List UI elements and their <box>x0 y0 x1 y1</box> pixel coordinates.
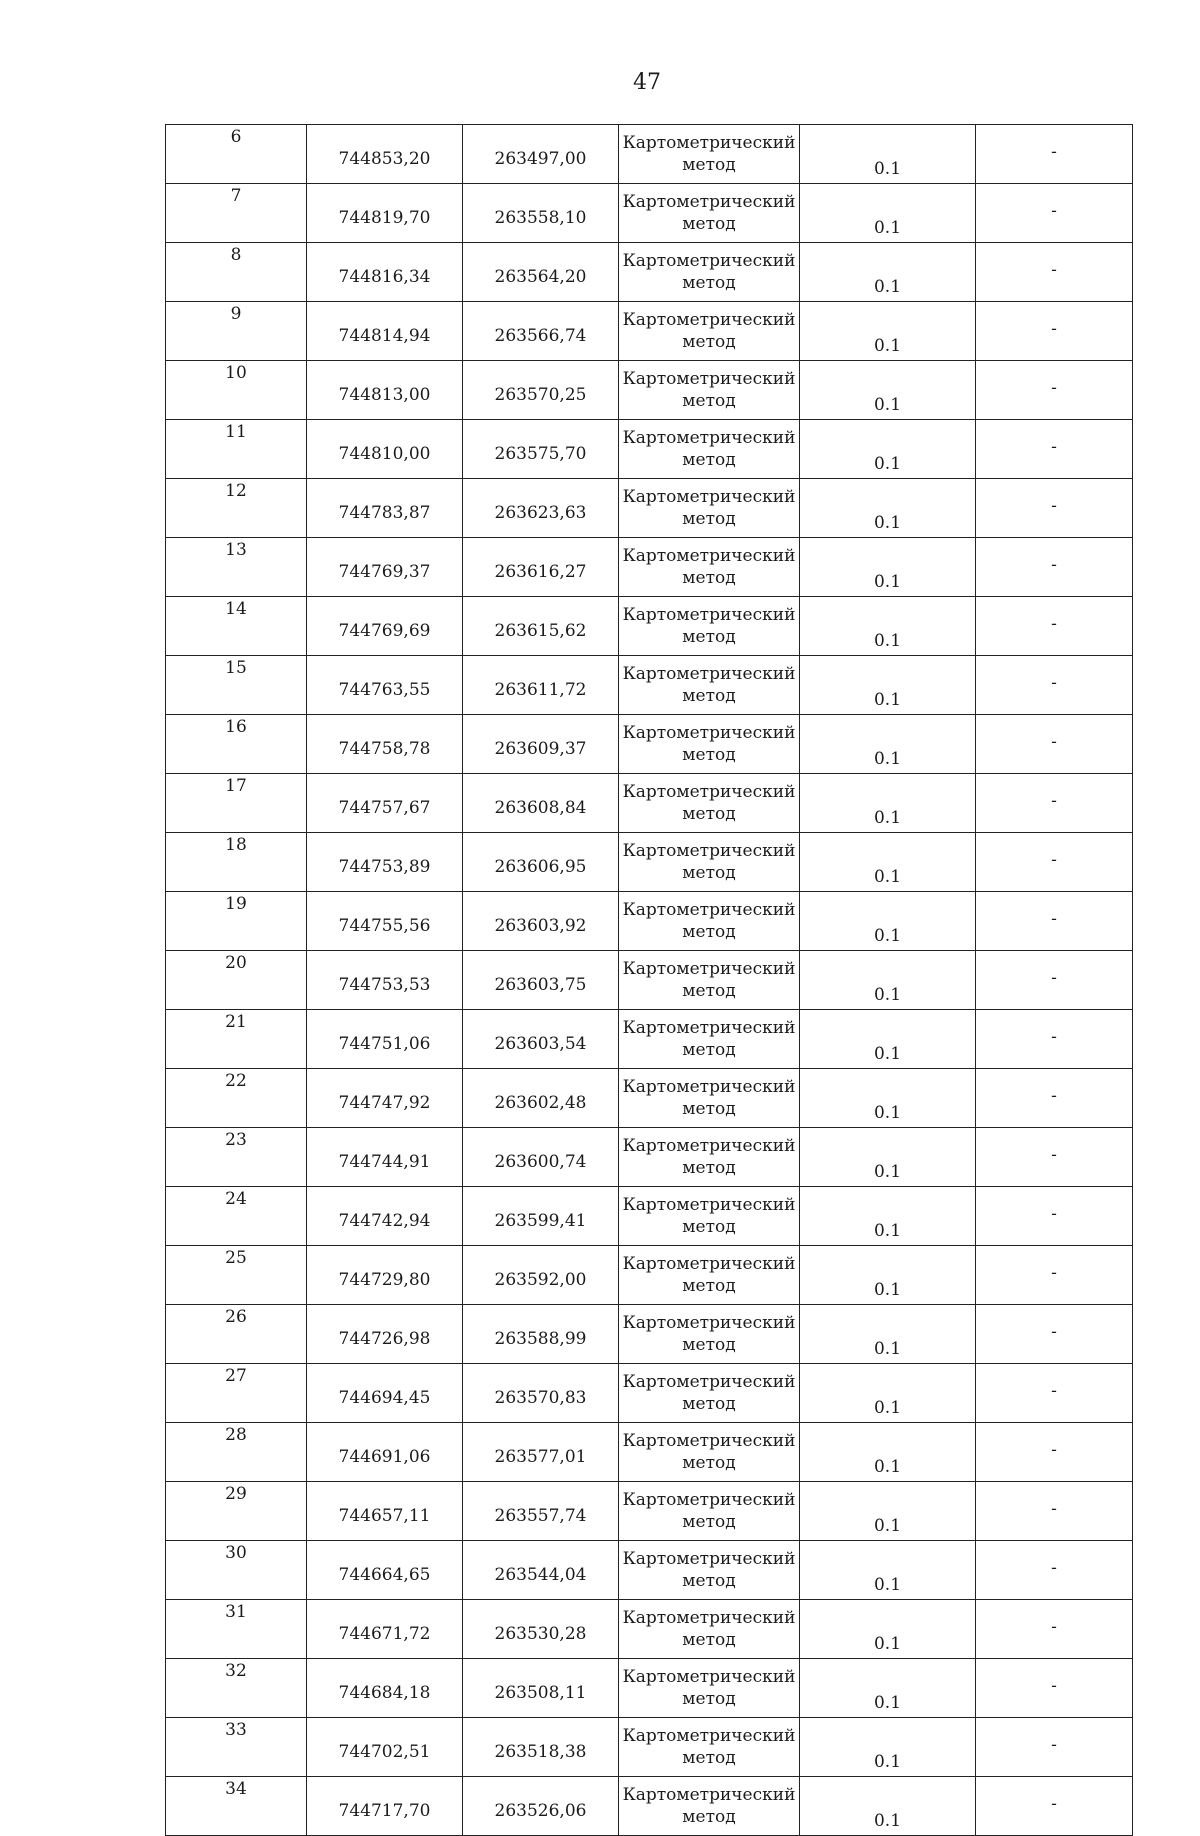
x-coordinate-cell: 744747,92 <box>307 1069 463 1128</box>
method-line-2: метод <box>682 509 736 529</box>
method-cell <box>619 1246 800 1305</box>
method-line-1: Картометрический <box>622 1195 796 1215</box>
point-number-cell: 32 <box>166 1659 307 1718</box>
method-line-1: Картометрический <box>622 723 796 743</box>
x-coordinate-cell: 744853,20 <box>307 125 463 184</box>
coordinates-table-body <box>166 125 1133 1836</box>
point-number-cell: 7 <box>166 184 307 243</box>
method-cell <box>619 1659 800 1718</box>
point-number-cell: 17 <box>166 774 307 833</box>
method-line-2: метод <box>682 1748 736 1768</box>
method-cell <box>619 1482 800 1541</box>
method-line-1: Картометрический <box>622 664 796 684</box>
method-line-1: Картометрический <box>622 1667 796 1687</box>
description-cell: - <box>976 479 1133 538</box>
point-number-cell: 29 <box>166 1482 307 1541</box>
y-coordinate-cell: 263602,48 <box>463 1069 619 1128</box>
y-coordinate-cell: 263557,74 <box>463 1482 619 1541</box>
point-number-cell: 6 <box>166 125 307 184</box>
accuracy-cell: 0.1 <box>800 479 976 538</box>
point-number-cell: 24 <box>166 1187 307 1246</box>
y-coordinate-cell: 263616,27 <box>463 538 619 597</box>
method-cell <box>619 1010 800 1069</box>
method-cell <box>619 1187 800 1246</box>
table-row <box>166 1010 1133 1069</box>
table-row <box>166 1305 1133 1364</box>
y-coordinate-cell: 263600,74 <box>463 1128 619 1187</box>
description-cell: - <box>976 1541 1133 1600</box>
method-cell <box>619 302 800 361</box>
description-cell: - <box>976 184 1133 243</box>
description-cell: - <box>976 538 1133 597</box>
x-coordinate-cell: 744717,70 <box>307 1777 463 1836</box>
table-row <box>166 125 1133 184</box>
table-row <box>166 302 1133 361</box>
table-row <box>166 833 1133 892</box>
table-row <box>166 656 1133 715</box>
method-line-1: Картометрический <box>622 428 796 448</box>
description-cell: - <box>976 1305 1133 1364</box>
y-coordinate-cell: 263526,06 <box>463 1777 619 1836</box>
description-cell: - <box>976 420 1133 479</box>
accuracy-cell: 0.1 <box>800 184 976 243</box>
method-cell <box>619 243 800 302</box>
x-coordinate-cell: 744814,94 <box>307 302 463 361</box>
table-row <box>166 1364 1133 1423</box>
accuracy-cell: 0.1 <box>800 1777 976 1836</box>
description-cell: - <box>976 1364 1133 1423</box>
x-coordinate-cell: 744819,70 <box>307 184 463 243</box>
accuracy-cell: 0.1 <box>800 656 976 715</box>
y-coordinate-cell: 263615,62 <box>463 597 619 656</box>
y-coordinate-cell: 263566,74 <box>463 302 619 361</box>
method-line-1: Картометрический <box>622 1018 796 1038</box>
x-coordinate-cell: 744657,11 <box>307 1482 463 1541</box>
method-line-2: метод <box>682 1394 736 1414</box>
method-cell <box>619 774 800 833</box>
method-cell <box>619 1364 800 1423</box>
method-cell <box>619 125 800 184</box>
x-coordinate-cell: 744671,72 <box>307 1600 463 1659</box>
method-line-1: Картометрический <box>622 1077 796 1097</box>
point-number-cell: 18 <box>166 833 307 892</box>
y-coordinate-cell: 263609,37 <box>463 715 619 774</box>
y-coordinate-cell: 263603,75 <box>463 951 619 1010</box>
description-cell: - <box>976 892 1133 951</box>
point-number-cell: 15 <box>166 656 307 715</box>
y-coordinate-cell: 263570,25 <box>463 361 619 420</box>
method-line-1: Картометрический <box>622 1313 796 1333</box>
method-line-2: метод <box>682 568 736 588</box>
y-coordinate-cell: 263530,28 <box>463 1600 619 1659</box>
method-line-2: метод <box>682 1571 736 1591</box>
method-line-1: Картометрический <box>622 959 796 979</box>
description-cell: - <box>976 1010 1133 1069</box>
x-coordinate-cell: 744742,94 <box>307 1187 463 1246</box>
method-line-2: метод <box>682 155 736 175</box>
point-number-cell: 14 <box>166 597 307 656</box>
method-line-1: Картометрический <box>622 1726 796 1746</box>
x-coordinate-cell: 744744,91 <box>307 1128 463 1187</box>
accuracy-cell: 0.1 <box>800 1541 976 1600</box>
accuracy-cell: 0.1 <box>800 125 976 184</box>
accuracy-cell: 0.1 <box>800 1246 976 1305</box>
method-cell <box>619 597 800 656</box>
method-cell <box>619 538 800 597</box>
method-line-2: метод <box>682 1689 736 1709</box>
method-line-1: Картометрический <box>622 487 796 507</box>
table-row <box>166 892 1133 951</box>
method-line-2: метод <box>682 391 736 411</box>
x-coordinate-cell: 744751,06 <box>307 1010 463 1069</box>
point-number-cell: 16 <box>166 715 307 774</box>
accuracy-cell: 0.1 <box>800 420 976 479</box>
method-line-2: метод <box>682 1276 736 1296</box>
method-cell <box>619 656 800 715</box>
table-row <box>166 184 1133 243</box>
method-cell <box>619 951 800 1010</box>
point-number-cell: 22 <box>166 1069 307 1128</box>
table-row <box>166 1423 1133 1482</box>
method-cell <box>619 1541 800 1600</box>
method-line-2: метод <box>682 1807 736 1827</box>
method-line-1: Картометрический <box>622 1608 796 1628</box>
method-line-1: Картометрический <box>622 1372 796 1392</box>
accuracy-cell: 0.1 <box>800 951 976 1010</box>
x-coordinate-cell: 744783,87 <box>307 479 463 538</box>
y-coordinate-cell: 263611,72 <box>463 656 619 715</box>
description-cell: - <box>976 1482 1133 1541</box>
method-line-1: Картометрический <box>622 841 796 861</box>
method-line-1: Картометрический <box>622 782 796 802</box>
point-number-cell: 30 <box>166 1541 307 1600</box>
description-cell: - <box>976 774 1133 833</box>
method-line-2: метод <box>682 1630 736 1650</box>
y-coordinate-cell: 263623,63 <box>463 479 619 538</box>
y-coordinate-cell: 263592,00 <box>463 1246 619 1305</box>
x-coordinate-cell: 744702,51 <box>307 1718 463 1777</box>
method-line-1: Картометрический <box>622 546 796 566</box>
x-coordinate-cell: 744691,06 <box>307 1423 463 1482</box>
point-number-cell: 28 <box>166 1423 307 1482</box>
method-line-2: метод <box>682 1099 736 1119</box>
description-cell: - <box>976 715 1133 774</box>
description-cell: - <box>976 1777 1133 1836</box>
method-cell <box>619 892 800 951</box>
method-cell <box>619 361 800 420</box>
x-coordinate-cell: 744769,69 <box>307 597 463 656</box>
accuracy-cell: 0.1 <box>800 1718 976 1777</box>
y-coordinate-cell: 263577,01 <box>463 1423 619 1482</box>
method-line-1: Картометрический <box>622 369 796 389</box>
description-cell: - <box>976 243 1133 302</box>
accuracy-cell: 0.1 <box>800 243 976 302</box>
x-coordinate-cell: 744664,65 <box>307 1541 463 1600</box>
y-coordinate-cell: 263570,83 <box>463 1364 619 1423</box>
point-number-cell: 33 <box>166 1718 307 1777</box>
description-cell: - <box>976 951 1133 1010</box>
method-line-1: Картометрический <box>622 900 796 920</box>
y-coordinate-cell: 263603,92 <box>463 892 619 951</box>
method-line-1: Картометрический <box>622 251 796 271</box>
x-coordinate-cell: 744758,78 <box>307 715 463 774</box>
y-coordinate-cell: 263518,38 <box>463 1718 619 1777</box>
description-cell: - <box>976 833 1133 892</box>
accuracy-cell: 0.1 <box>800 892 976 951</box>
table-row <box>166 597 1133 656</box>
accuracy-cell: 0.1 <box>800 1423 976 1482</box>
x-coordinate-cell: 744816,34 <box>307 243 463 302</box>
page-number: 47 <box>633 70 661 95</box>
accuracy-cell: 0.1 <box>800 1600 976 1659</box>
point-number-cell: 21 <box>166 1010 307 1069</box>
x-coordinate-cell: 744726,98 <box>307 1305 463 1364</box>
method-cell <box>619 184 800 243</box>
x-coordinate-cell: 744753,53 <box>307 951 463 1010</box>
table-row <box>166 1777 1133 1836</box>
method-line-2: метод <box>682 1453 736 1473</box>
method-cell <box>619 715 800 774</box>
table-row <box>166 420 1133 479</box>
method-cell <box>619 1128 800 1187</box>
y-coordinate-cell: 263508,11 <box>463 1659 619 1718</box>
method-cell <box>619 479 800 538</box>
table-row <box>166 774 1133 833</box>
description-cell: - <box>976 1718 1133 1777</box>
description-cell: - <box>976 125 1133 184</box>
method-line-2: метод <box>682 745 736 765</box>
description-cell: - <box>976 302 1133 361</box>
accuracy-cell: 0.1 <box>800 538 976 597</box>
table-row <box>166 1187 1133 1246</box>
x-coordinate-cell: 744684,18 <box>307 1659 463 1718</box>
x-coordinate-cell: 744729,80 <box>307 1246 463 1305</box>
method-cell <box>619 1718 800 1777</box>
method-line-1: Картометрический <box>622 1785 796 1805</box>
method-line-2: метод <box>682 1217 736 1237</box>
description-cell: - <box>976 1069 1133 1128</box>
method-line-1: Картометрический <box>622 310 796 330</box>
table-row <box>166 361 1133 420</box>
accuracy-cell: 0.1 <box>800 597 976 656</box>
y-coordinate-cell: 263588,99 <box>463 1305 619 1364</box>
accuracy-cell: 0.1 <box>800 715 976 774</box>
method-line-2: метод <box>682 804 736 824</box>
accuracy-cell: 0.1 <box>800 302 976 361</box>
accuracy-cell: 0.1 <box>800 1010 976 1069</box>
method-line-2: метод <box>682 1512 736 1532</box>
y-coordinate-cell: 263575,70 <box>463 420 619 479</box>
point-number-cell: 31 <box>166 1600 307 1659</box>
method-line-1: Картометрический <box>622 192 796 212</box>
accuracy-cell: 0.1 <box>800 774 976 833</box>
method-line-1: Картометрический <box>622 1136 796 1156</box>
table-row <box>166 1069 1133 1128</box>
method-line-2: метод <box>682 1040 736 1060</box>
table-row <box>166 1541 1133 1600</box>
accuracy-cell: 0.1 <box>800 1305 976 1364</box>
method-line-2: метод <box>682 981 736 1001</box>
x-coordinate-cell: 744753,89 <box>307 833 463 892</box>
method-line-1: Картометрический <box>622 1431 796 1451</box>
point-number-cell: 12 <box>166 479 307 538</box>
point-number-cell: 10 <box>166 361 307 420</box>
table-row <box>166 1718 1133 1777</box>
y-coordinate-cell: 263599,41 <box>463 1187 619 1246</box>
accuracy-cell: 0.1 <box>800 1482 976 1541</box>
table-row <box>166 1659 1133 1718</box>
accuracy-cell: 0.1 <box>800 1069 976 1128</box>
point-number-cell: 34 <box>166 1777 307 1836</box>
x-coordinate-cell: 744694,45 <box>307 1364 463 1423</box>
x-coordinate-cell: 744763,55 <box>307 656 463 715</box>
method-cell <box>619 1600 800 1659</box>
point-number-cell: 26 <box>166 1305 307 1364</box>
table-row <box>166 538 1133 597</box>
accuracy-cell: 0.1 <box>800 1659 976 1718</box>
point-number-cell: 27 <box>166 1364 307 1423</box>
table-row <box>166 479 1133 538</box>
description-cell: - <box>976 656 1133 715</box>
method-line-2: метод <box>682 332 736 352</box>
method-line-1: Картометрический <box>622 1254 796 1274</box>
method-line-2: метод <box>682 1335 736 1355</box>
method-line-2: метод <box>682 214 736 234</box>
description-cell: - <box>976 1659 1133 1718</box>
accuracy-cell: 0.1 <box>800 1364 976 1423</box>
method-line-2: метод <box>682 686 736 706</box>
accuracy-cell: 0.1 <box>800 833 976 892</box>
method-line-2: метод <box>682 922 736 942</box>
method-cell <box>619 420 800 479</box>
y-coordinate-cell: 263497,00 <box>463 125 619 184</box>
method-cell <box>619 1423 800 1482</box>
accuracy-cell: 0.1 <box>800 1187 976 1246</box>
description-cell: - <box>976 1600 1133 1659</box>
x-coordinate-cell: 744769,37 <box>307 538 463 597</box>
x-coordinate-cell: 744757,67 <box>307 774 463 833</box>
point-number-cell: 20 <box>166 951 307 1010</box>
method-cell <box>619 1305 800 1364</box>
method-line-1: Картометрический <box>622 605 796 625</box>
point-number-cell: 23 <box>166 1128 307 1187</box>
table-row <box>166 1246 1133 1305</box>
x-coordinate-cell: 744813,00 <box>307 361 463 420</box>
coordinates-table <box>165 124 1133 1836</box>
point-number-cell: 13 <box>166 538 307 597</box>
table-row <box>166 1600 1133 1659</box>
method-line-1: Картометрический <box>622 133 796 153</box>
y-coordinate-cell: 263603,54 <box>463 1010 619 1069</box>
description-cell: - <box>976 1128 1133 1187</box>
method-line-1: Картометрический <box>622 1549 796 1569</box>
method-line-1: Картометрический <box>622 1490 796 1510</box>
table-row <box>166 715 1133 774</box>
method-line-2: метод <box>682 450 736 470</box>
point-number-cell: 11 <box>166 420 307 479</box>
method-line-2: метод <box>682 1158 736 1178</box>
description-cell: - <box>976 1423 1133 1482</box>
method-cell <box>619 833 800 892</box>
point-number-cell: 9 <box>166 302 307 361</box>
point-number-cell: 25 <box>166 1246 307 1305</box>
x-coordinate-cell: 744755,56 <box>307 892 463 951</box>
method-line-2: метод <box>682 627 736 647</box>
table-row <box>166 1128 1133 1187</box>
method-line-2: метод <box>682 863 736 883</box>
description-cell: - <box>976 1187 1133 1246</box>
table-row <box>166 1482 1133 1541</box>
method-cell <box>619 1069 800 1128</box>
y-coordinate-cell: 263544,04 <box>463 1541 619 1600</box>
x-coordinate-cell: 744810,00 <box>307 420 463 479</box>
accuracy-cell: 0.1 <box>800 361 976 420</box>
point-number-cell: 8 <box>166 243 307 302</box>
description-cell: - <box>976 361 1133 420</box>
method-line-2: метод <box>682 273 736 293</box>
description-cell: - <box>976 597 1133 656</box>
table-row <box>166 951 1133 1010</box>
y-coordinate-cell: 263606,95 <box>463 833 619 892</box>
method-cell <box>619 1777 800 1836</box>
accuracy-cell: 0.1 <box>800 1128 976 1187</box>
description-cell: - <box>976 1246 1133 1305</box>
y-coordinate-cell: 263608,84 <box>463 774 619 833</box>
point-number-cell: 19 <box>166 892 307 951</box>
y-coordinate-cell: 263564,20 <box>463 243 619 302</box>
table-row <box>166 243 1133 302</box>
y-coordinate-cell: 263558,10 <box>463 184 619 243</box>
